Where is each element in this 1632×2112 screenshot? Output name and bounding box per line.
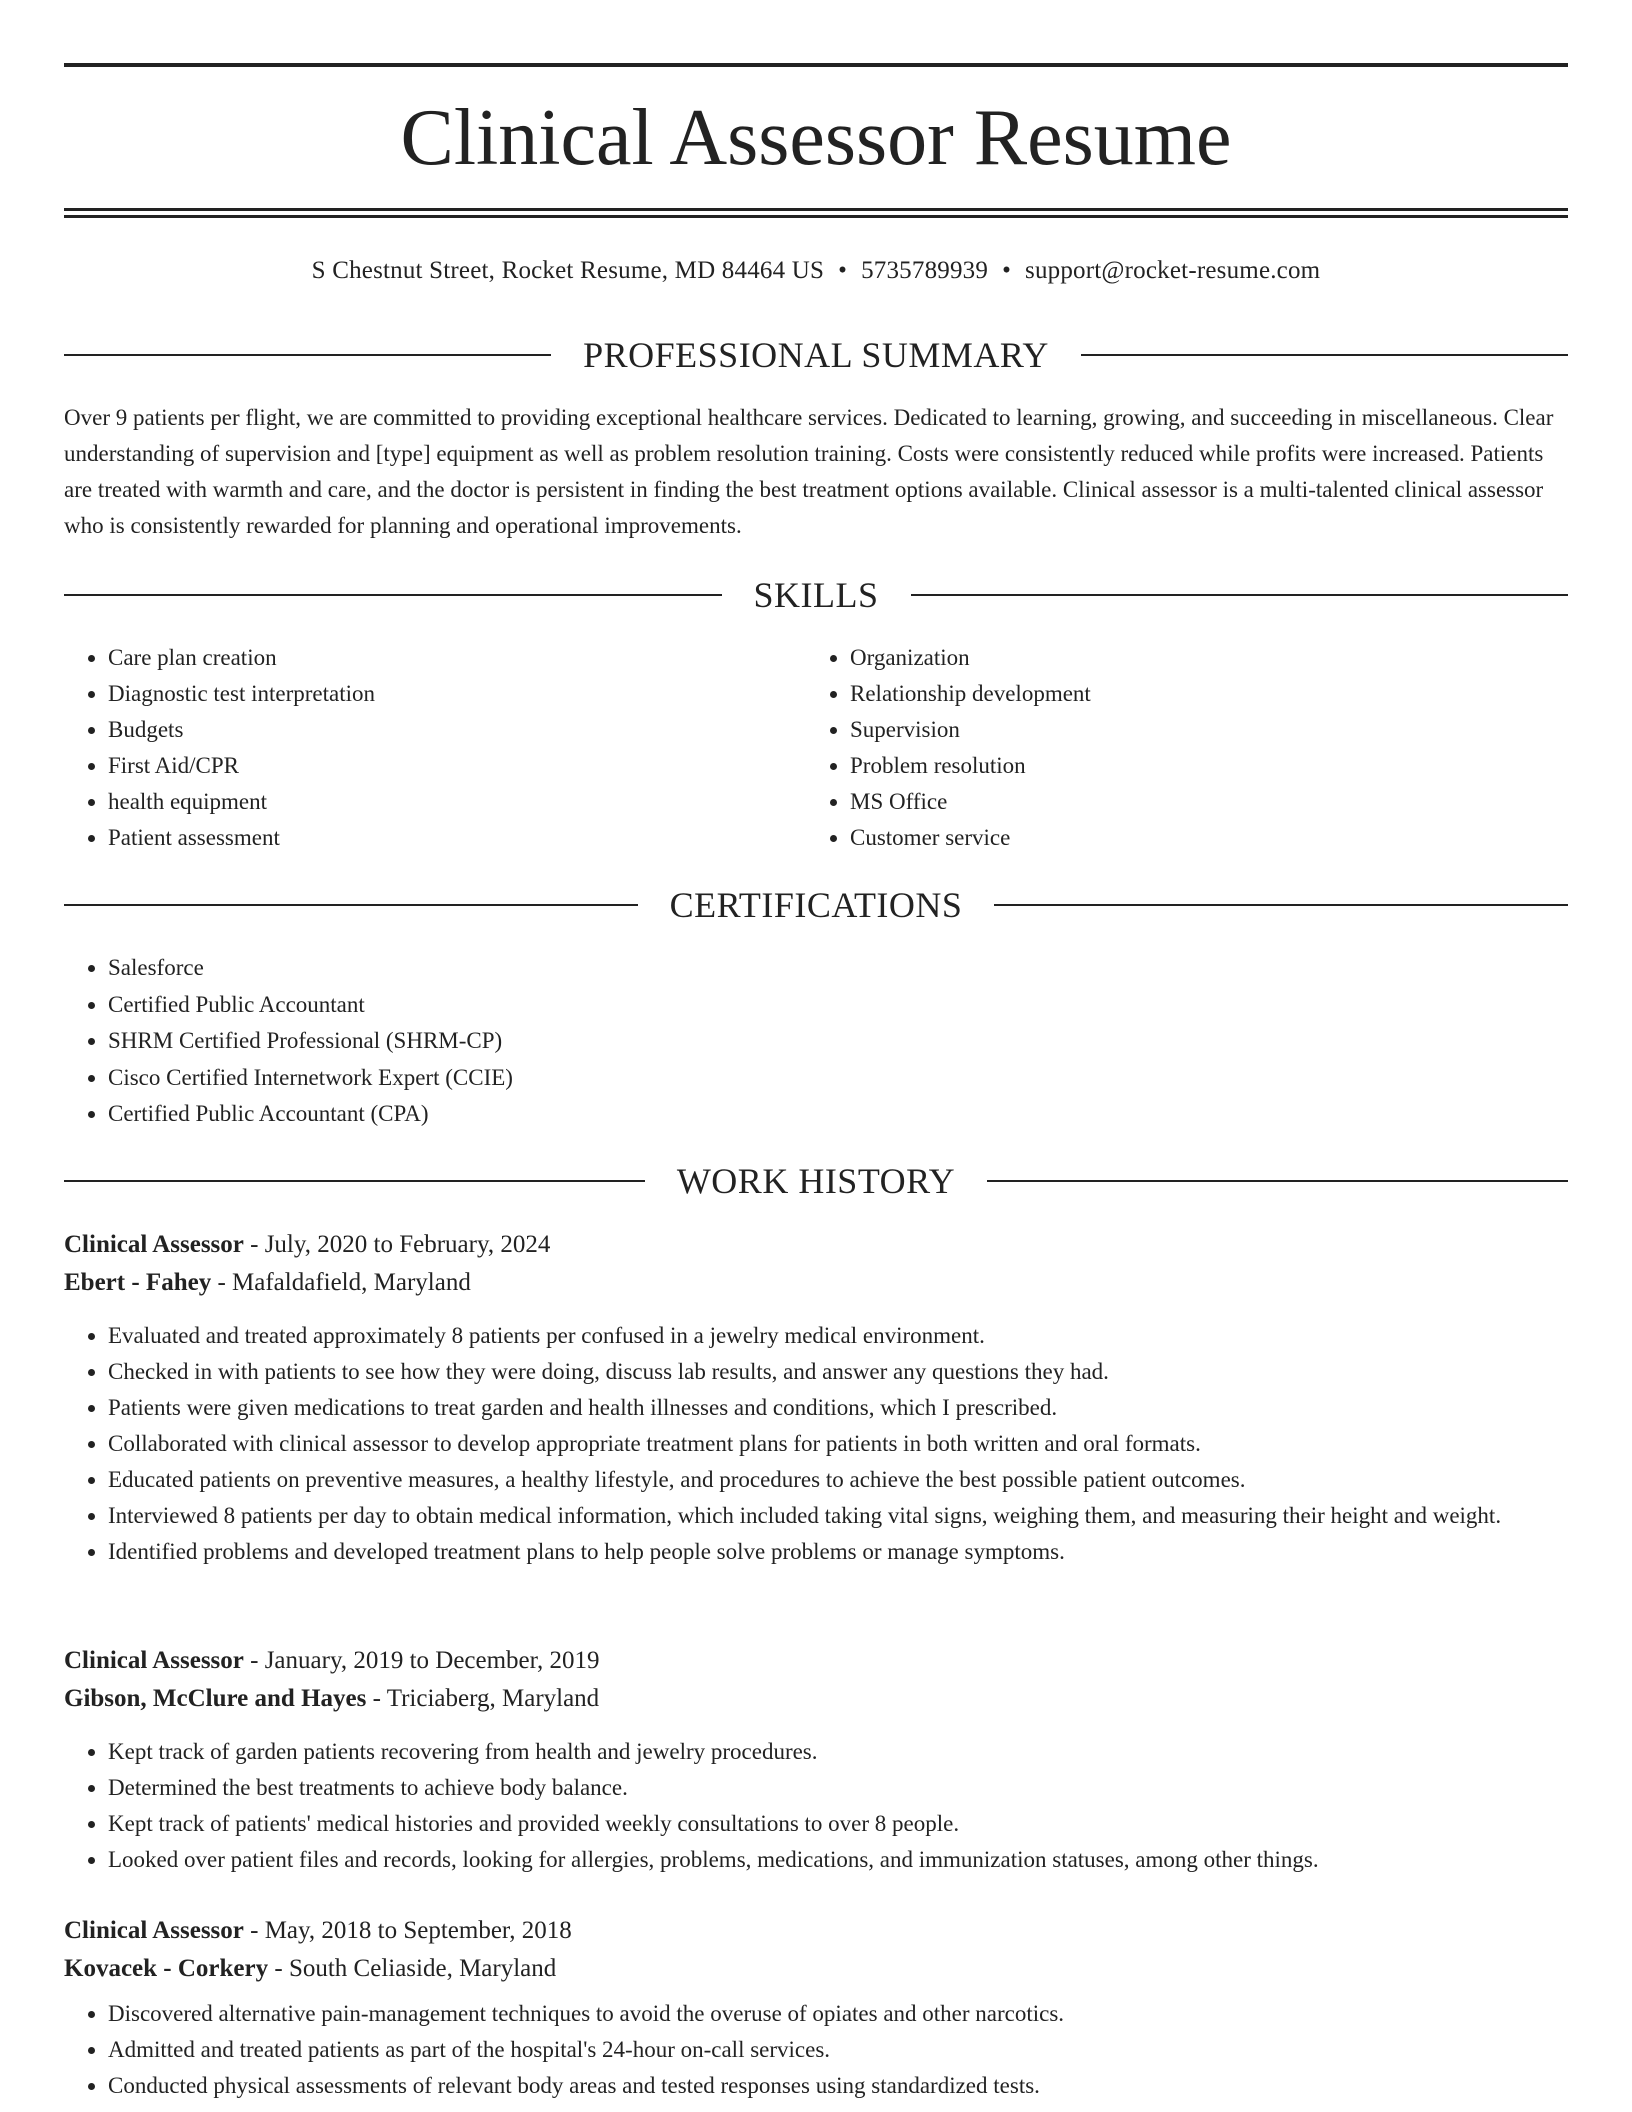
job-employer: Gibson, McClure and Hayes xyxy=(64,1685,367,1712)
job-employer-line xyxy=(64,1264,1568,1302)
job-location: - Triciaberg, Maryland xyxy=(366,1685,600,1712)
job-dates: - July, 2020 to February, 2024 xyxy=(243,1231,551,1258)
section-rule xyxy=(64,904,638,906)
section-rule xyxy=(64,1180,645,1182)
certification-item: • Cisco Certified Internetwork Expert (CCIE) xyxy=(108,1060,1308,1097)
section-rule xyxy=(994,904,1568,906)
skills-list-left xyxy=(64,640,808,856)
certification-item: • Salesforce xyxy=(108,950,1308,987)
job-location: - Mafaldafield, Maryland xyxy=(211,1269,471,1296)
section-rule xyxy=(911,594,1569,596)
job-bullet: • Patients were given medications to treat garden and health illnesses and conditions, which I prescribed. xyxy=(108,1390,1568,1426)
skill-item: • Care plan creation xyxy=(108,640,808,676)
job-employer-line xyxy=(64,1680,1568,1718)
skill-item: • MS Office xyxy=(850,784,1550,820)
job-entry xyxy=(64,1226,1568,1570)
job-employer-line xyxy=(64,1950,1568,1988)
section-header-certifications xyxy=(64,883,1568,927)
contact-separator: • xyxy=(1002,257,1012,284)
section-title-work-history: WORK HISTORY xyxy=(676,1161,956,1201)
skill-item: • health equipment xyxy=(108,784,808,820)
skill-item: • Customer service xyxy=(850,820,1550,856)
section-title-certifications: CERTIFICATIONS xyxy=(669,885,963,925)
section-rule xyxy=(1081,354,1568,356)
title-double-rule xyxy=(64,208,1568,218)
section-rule xyxy=(64,354,551,356)
certification-item: • SHRM Certified Professional (SHRM-CP) xyxy=(108,1023,1308,1060)
job-dates: - May, 2018 to September, 2018 xyxy=(243,1917,572,1944)
job-bullet: • Conducted physical assessments of relevant body areas and tested responses using standardized tests. xyxy=(108,2068,1568,2104)
job-role: Clinical Assessor xyxy=(64,1647,244,1674)
job-bullet: • Interviewed 8 patients per day to obtain medical information, which included taking vital signs, weighing them, and measuring their height and weight. xyxy=(108,1498,1568,1534)
top-rule xyxy=(64,63,1568,67)
job-role-line xyxy=(64,1642,1568,1680)
page-title: Clinical Assessor Resume xyxy=(400,94,1232,182)
job-dates: - January, 2019 to December, 2019 xyxy=(243,1647,600,1674)
job-role-line xyxy=(64,1226,1568,1264)
section-rule xyxy=(64,594,722,596)
section-header-summary xyxy=(64,333,1568,377)
job-role: Clinical Assessor xyxy=(64,1231,244,1258)
job-bullet: • Checked in with patients to see how they were doing, discuss lab results, and answer any questions they had. xyxy=(108,1354,1568,1390)
job-bullet: • Looked over patient files and records, looking for allergies, problems, medications, and immunization statuses, among other things. xyxy=(108,1842,1568,1878)
job-bullet: • Identified problems and developed treatment plans to help people solve problems or manage symptoms. xyxy=(108,1534,1568,1570)
job-bullet: • Kept track of patients' medical histories and provided weekly consultations to over 8 people. xyxy=(108,1806,1568,1842)
job-bullet: • Educated patients on preventive measures, a healthy lifestyle, and procedures to achieve the best possible patient outcomes. xyxy=(108,1462,1568,1498)
skill-item: • Relationship development xyxy=(850,676,1550,712)
job-bullet: • Discovered alternative pain-management techniques to avoid the overuse of opiates and other narcotics. xyxy=(108,1996,1568,2032)
contact-address: S Chestnut Street, Rocket Resume, MD 84464 US xyxy=(311,257,825,284)
job-entry xyxy=(64,1642,1568,1878)
certifications-list xyxy=(64,950,1308,1133)
section-title-summary: PROFESSIONAL SUMMARY xyxy=(583,335,1049,375)
section-header-work-history xyxy=(64,1159,1568,1203)
skill-item: • Problem resolution xyxy=(850,748,1550,784)
job-role: Clinical Assessor xyxy=(64,1917,244,1944)
skill-item: • First Aid/CPR xyxy=(108,748,808,784)
section-header-skills xyxy=(64,573,1568,617)
summary-text: Over 9 patients per flight, we are committed to providing exceptional healthcare services. Dedicated to learning, growing, and succeeding in miscellaneous. Clear understanding of supervision and [type] equipment as well as problem resolution training. Costs were consistently reduced while profits were increased. Patients are treated with warmth and care, and the doctor is persistent in finding the best treatment options available. Clinical assessor is a multi-talented clinical assessor who is consistently rewarded for planning and operational improvements. xyxy=(64,405,1554,538)
skills-list-right xyxy=(806,640,1550,856)
job-employer: Ebert - Fahey xyxy=(64,1269,212,1296)
job-bullet: • Kept track of garden patients recovering from health and jewelry procedures. xyxy=(108,1734,1568,1770)
contact-line xyxy=(64,254,1568,288)
section-title-skills: SKILLS xyxy=(753,575,879,615)
job-bullet: • Collaborated with clinical assessor to develop appropriate treatment plans for patients in both written and oral formats. xyxy=(108,1426,1568,1462)
job-bullet: • Determined the best treatments to achieve body balance. xyxy=(108,1770,1568,1806)
job-entry xyxy=(64,1912,1568,2104)
certification-item: • Certified Public Accountant (CPA) xyxy=(108,1096,1308,1133)
skill-item: • Budgets xyxy=(108,712,808,748)
skill-item: • Patient assessment xyxy=(108,820,808,856)
job-bullet: • Admitted and treated patients as part of the hospital's 24-hour on-call services. xyxy=(108,2032,1568,2068)
contact-separator: • xyxy=(838,257,848,284)
job-bullets xyxy=(64,1734,1568,1878)
job-role-line xyxy=(64,1912,1568,1950)
contact-email: support@rocket-resume.com xyxy=(1025,257,1321,284)
certification-item: • Certified Public Accountant xyxy=(108,987,1308,1024)
contact-phone: 5735789939 xyxy=(861,257,989,284)
skill-item: • Organization xyxy=(850,640,1550,676)
job-employer: Kovacek - Corkery xyxy=(64,1955,269,1982)
skill-item: • Supervision xyxy=(850,712,1550,748)
job-bullet: • Evaluated and treated approximately 8 patients per confused in a jewelry medical environment. xyxy=(108,1318,1568,1354)
job-location: - South Celiaside, Maryland xyxy=(268,1955,557,1982)
job-bullets xyxy=(64,1996,1568,2104)
section-rule xyxy=(987,1180,1568,1182)
job-bullets xyxy=(64,1318,1568,1570)
skill-item: • Diagnostic test interpretation xyxy=(108,676,808,712)
